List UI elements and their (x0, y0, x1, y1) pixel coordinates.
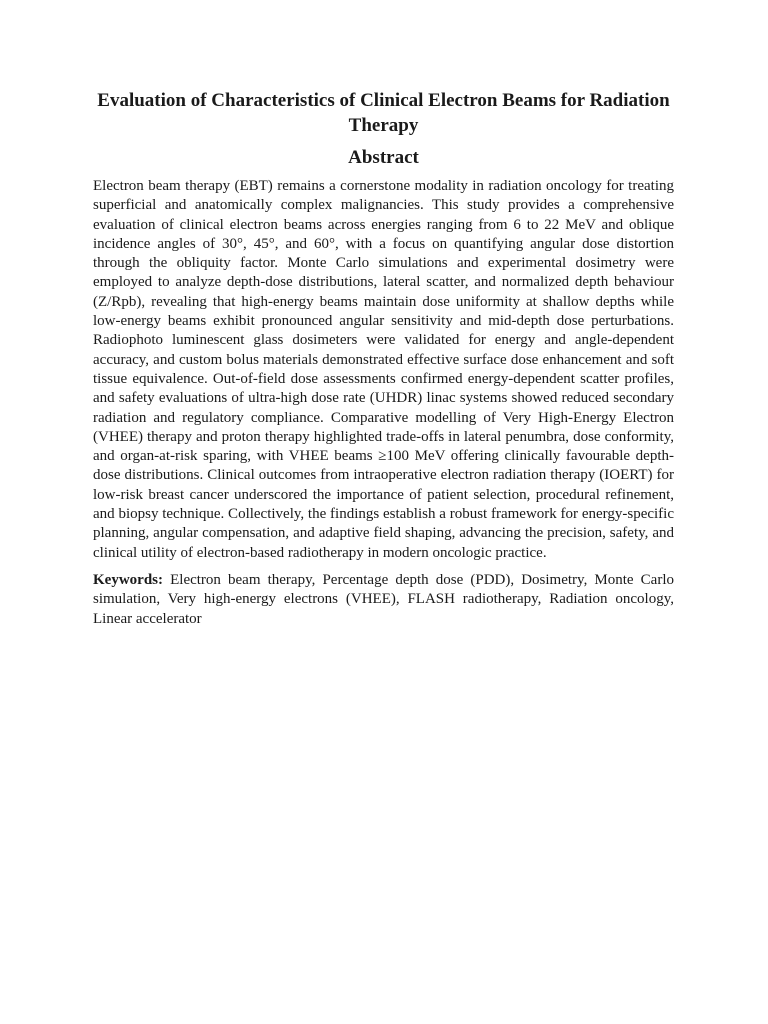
abstract-heading: Abstract (348, 147, 419, 168)
keywords-paragraph (93, 571, 674, 629)
abstract-body: Electron beam therapy (EBT) remains a cornerstone modality in radiation oncology for treating superficial and anatomically complex malignancies. This study provides a comprehensive evaluation of clinical electron beams across energies ranging from 6 to 22 MeV and oblique incidence angles of 30°, 45°, and 60°, with a focus on quantifying angular dose distortion through the obliquity factor. Monte Carlo simulations and experimental dosimetry were employed to analyze depth-dose distributions, lateral scatter, and normalized depth behaviour (Z/Rpb), revealing that high-energy beams maintain dose uniformity at shallow depths while low-energy beams exhibit pronounced angular sensitivity and mid-depth dose perturbations. Radiophoto luminescent glass dosimeters were validated for energy and angle-dependent accuracy, and custom bolus materials demonstrated effective surface dose enhancement and soft tissue equivalence. Out-of-field dose assessments confirmed energy-dependent scatter profiles, and safety evaluations of ultra-high dose rate (UHDR) linac systems showed reduced secondary radiation and regulatory compliance. Comparative modelling of Very High-Energy Electron (VHEE) therapy and proton therapy highlighted trade-offs in lateral penumbra, dose conformity, and organ-at-risk sparing, with VHEE beams ≥100 MeV offering clinically favourable depth-dose distributions. Clinical outcomes from intraoperative electron radiation therapy (IOERT) for low-risk breast cancer underscored the importance of patient selection, procedural refinement, and biopsy technique. Collectively, the findings establish a robust framework for energy-specific planning, angular compensation, and adaptive field shaping, advancing the precision, safety, and clinical utility of electron-based radiotherapy in modern oncologic practice. (93, 178, 674, 561)
paper-page (93, 88, 674, 629)
keywords-text: Electron beam therapy, Percentage depth dose (PDD), Dosimetry, Monte Carlo simulation, Very high-energy electrons (VHEE), FLASH radiotherapy, Radiation oncology, Linear accelerator (93, 571, 675, 627)
paper-title: Evaluation of Characteristics of Clinical Electron Beams for Radiation Therapy (97, 90, 670, 136)
keywords-label: Keywords: (93, 571, 163, 588)
